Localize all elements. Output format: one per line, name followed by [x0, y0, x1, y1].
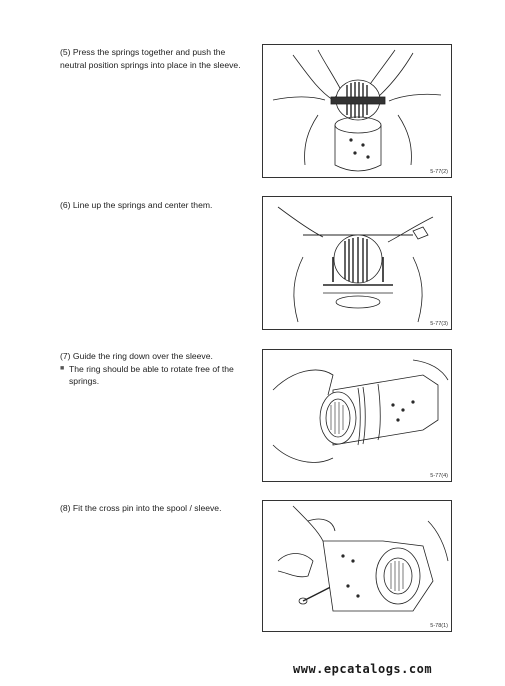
step-5-text: [60, 46, 250, 71]
step-6-text: [60, 199, 250, 212]
ring-sleeve-illustration: [263, 350, 451, 481]
step-6: [60, 199, 250, 212]
step-number: (6): [60, 200, 71, 210]
step-instruction: Guide the ring down over the sleeve.: [72, 351, 213, 361]
step-number: (5): [60, 47, 71, 57]
figure-step-7: [262, 349, 452, 482]
step-7-note: [60, 363, 250, 388]
step-instruction: Line up the springs and center them.: [72, 200, 213, 210]
figure-code: 5-78(1): [430, 623, 448, 629]
step-5: [60, 46, 250, 71]
spring-center-illustration: [263, 197, 451, 329]
step-number: (8): [60, 503, 71, 513]
figure-code: 5-77(4): [430, 473, 448, 479]
figure-step-5: [262, 44, 452, 178]
note-text: The ring should be able to rotate free of the springs.: [69, 363, 234, 386]
bullet-icon: ■: [60, 364, 65, 372]
figure-step-6: [262, 196, 452, 330]
cross-pin-illustration: [263, 501, 451, 631]
step-8-text: [60, 502, 250, 515]
spring-press-illustration: [263, 45, 451, 177]
figure-code: 5-77(3): [430, 321, 448, 327]
step-8: [60, 502, 250, 515]
step-instruction: Fit the cross pin into the spool / sleeve.: [72, 503, 222, 513]
step-number: (7): [60, 351, 71, 361]
step-instruction: Press the springs together and push the neutral position springs into place in the sleeve.: [60, 47, 241, 70]
figure-step-8: [262, 500, 452, 632]
step-7: [60, 350, 250, 388]
figure-code: 5-77(2): [430, 169, 448, 175]
watermark-link[interactable]: www.epcatalogs.com: [293, 662, 433, 676]
step-7-text: [60, 350, 250, 363]
